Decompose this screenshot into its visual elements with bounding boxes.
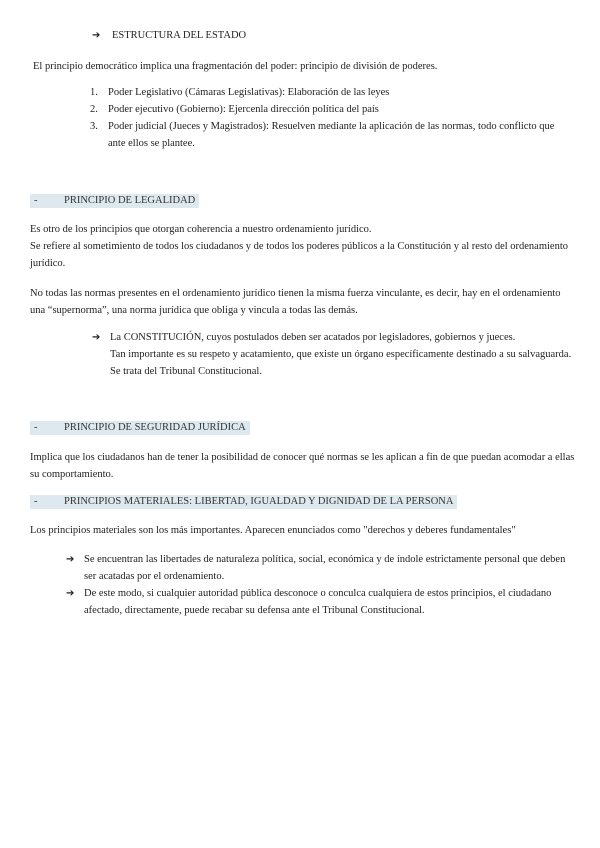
poderes-list — [90, 84, 570, 152]
materiales-bullets — [66, 551, 576, 619]
list-item: 2. Poder ejecutivo (Gobierno): Ejercenla dirección política del país — [90, 104, 379, 115]
arrow-icon: ➔ — [66, 554, 75, 565]
heading-seguridad: - PRINCIPIO DE SEGURIDAD JURÍDICA — [30, 419, 250, 436]
legalidad-p1b: Se refiere al sometimiento de todos los ciudadanos y de todos los poderes públicos a la Constitución y al resto del ordenamiento jurídico. — [30, 241, 569, 269]
list-item: ➔ De este modo, si cualquier autoridad pública desconoce o conculca cualquiera de estos principios, el ciudadano afectado, directamente, puede recabar su defensa ante el Tribunal Constitucional. — [66, 585, 576, 619]
list-item: ➔ Se encuentran las libertades de naturaleza política, social, económica y de índole estrictamente personal que deben ser acatadas por el ordenamiento. — [66, 551, 576, 585]
arrow-icon: ➔ — [66, 588, 75, 599]
list-item: 1. Poder Legislativo (Cámaras Legislativas): Elaboración de las leyes — [90, 87, 390, 98]
heading-estructura-text: ESTRUCTURA DEL ESTADO — [112, 30, 247, 41]
list-item: 3. Poder judicial (Jueces y Magistrados): Resuelven mediante la aplicación de las normas, todo conflicto que ante ellos se plantee. — [90, 121, 555, 149]
arrow-icon: ➔ — [92, 30, 101, 41]
heading-materiales: - PRINCIPIOS MATERIALES: LIBERTAD, IGUALDAD Y DIGNIDAD DE LA PERSONA — [30, 493, 457, 510]
legalidad-p1a: Es otro de los principios que otorgan coherencia a nuestro ordenamiento jurídico. — [30, 224, 372, 235]
heading-estructura — [92, 27, 246, 44]
intro-paragraph: El principio democrático implica una fragmentación del poder: principio de división de poderes. — [33, 61, 438, 72]
seguridad-p1: Implica que los ciudadanos han de tener la posibilidad de conocer qué normas se les aplican a fin de que puedan acomodar a ellas su comportamiento. — [30, 452, 575, 480]
heading-legalidad: - PRINCIPIO DE LEGALIDAD — [30, 192, 199, 209]
legalidad-bullet: ➔ La CONSTITUCIÓN, cuyos postulados deben ser acatados por legisladores, gobiernos y jueces. Tan importante es su respeto y acatamiento, que existe un órgano específicamente destinado a su salvaguarda. Se trata del Tribunal Constitucional. — [92, 329, 572, 380]
arrow-icon: ➔ — [92, 332, 101, 343]
materiales-p1: Los principios materiales son los más importantes. Aparecen enunciados como "derechos y deberes fundamentales" — [30, 525, 516, 536]
legalidad-p2: No todas las normas presentes en el ordenamiento jurídico tienen la misma fuerza vinculante, es decir, hay en el ordenamiento una “supernorma”, una norma jurídica que obliga y vincula a todas las demás. — [30, 288, 561, 316]
heading-materiales-text: PRINCIPIOS MATERIALES: LIBERTAD, IGUALDAD Y DIGNIDAD DE LA PERSONA — [64, 496, 454, 507]
heading-seguridad-text: PRINCIPIO DE SEGURIDAD JURÍDICA — [64, 422, 246, 433]
heading-legalidad-text: PRINCIPIO DE LEGALIDAD — [64, 195, 196, 206]
